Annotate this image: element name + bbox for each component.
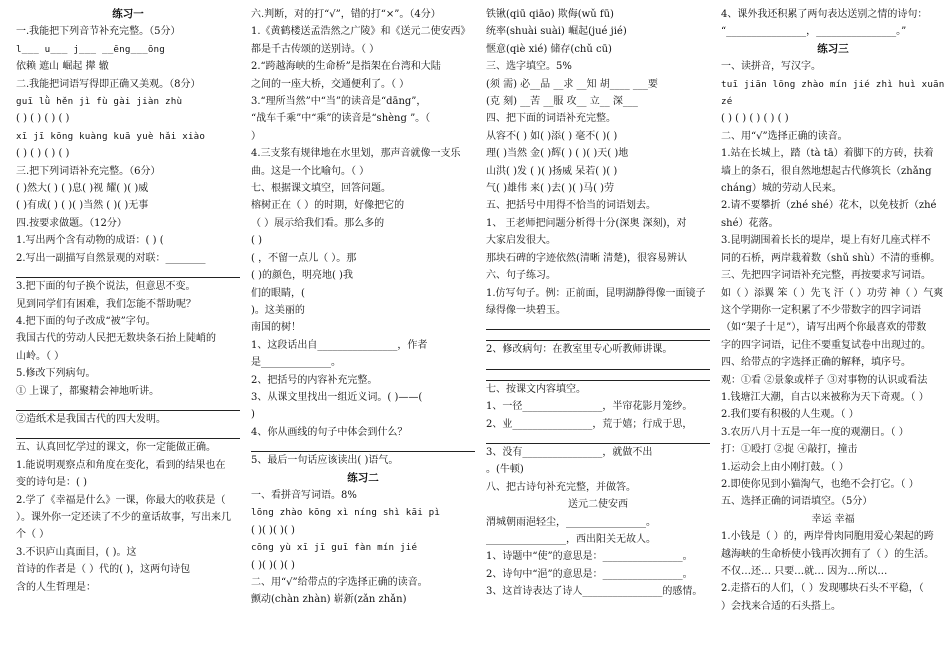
col2-line: cōng yù xī jī guī fàn mín jié [251,542,418,554]
col1-line: 2.写出一副描写自然景观的对联：________ [16,252,206,264]
col3-line: 绿得像一块碧玉。 [486,304,566,316]
col2-line: 3.“理所当然”中“当”的读音是“dāng”， [251,96,427,108]
col4-line: 幸运 幸福 [811,513,855,525]
col2-line: ( )( )( )( ) [251,559,295,571]
col1-line: 3.不识庐山真面目，( )。这 [16,546,137,558]
col1-line: xī jī kōng kuàng kuā yuè hǎi xiào [16,130,206,142]
col2-line: 都是千古传颂的送别诗。（ ） [251,43,380,55]
answer-line [16,428,240,439]
col2-line: 4.三支浆有规律地在水里划，那声音就像一支乐 [251,148,461,160]
answer-line [486,359,710,370]
col3-line: ________________，西出阳关无故人。 [486,533,656,545]
col2-line: 1.《黄鹤楼送孟浩然之广陵》和《送元二使安西》 [251,26,471,38]
col2-line: 榕树正在（ ）的时期，好像把它的 [251,200,405,212]
col2-line: )。这美丽的 [251,304,305,316]
col2-line: 二、用“√”给带点的字选择正确的读音。 [251,577,428,588]
col3-line: 1、诗题中“使”的意思是：________________。 [486,551,693,563]
col3-line: 送元二使安西 [568,499,628,511]
col3-line: 山洪( )发 ( )( )扬威 呆若( )( ) [486,165,618,177]
col4-line: 墙上的条石，很自然地想起古代修筑长（zhǎng [721,165,932,177]
col1-line: 个（ ） [16,529,50,541]
col1-line: 二.我能把词语写得即正确又美观。（8分） [16,78,201,90]
col3-line: 八、把古诗句补充完整，并做答。 [486,481,636,493]
col1-line: 1.写出两个含有动物的成语：( ) ( [16,235,164,247]
col3-line: 三、选字填空。5% [486,61,572,73]
col3-line: 3、没有________________，就做不出 [486,446,653,458]
col1-line: 山岭。（ ） [16,350,65,362]
section-title: 练习一 [112,8,144,20]
col2-line: 4、你从画线的句子中体会到什么？ [251,426,408,438]
col1-line: ( ) ( ) ( ) ( ) [16,113,70,125]
col2-line: 2.“跨越海峡的生命桥”是指架在台湾和大陆 [251,61,441,73]
col4-line: “________________，________________。” [721,26,907,38]
col4-line: 这个学期你一定积累了不少带数字的四字词语 [721,304,921,316]
col3-line: 统率(shuài suài) 崛起(jué jié) [486,26,627,38]
col3-line: 2、诗句中“浥”的意思是：________________。 [486,568,693,580]
col4-line: ( ) ( ) ( ) ( ) ( ) [721,113,789,125]
col2-line: “战车千乘”中“乘”的读音是“shèng ”。（ [251,113,431,125]
col3-line: 六、句子练习。 [486,270,556,282]
col1-line: 依赖 遮山 崛起 撵 辙 [16,61,109,73]
col4-line: cháng）城的劳动人民来。 [721,183,842,195]
col2-line: 南国的树！ [251,322,301,334]
col1-line: l___ u___ j___ __ēng___ōng [16,43,166,55]
col1-line: 首诗的作者是（ ）代的( )，这两句诗包 [16,564,191,576]
col4-line: 一、读拼音，写汉字。 [721,61,821,73]
col1-line: 2.学了《幸福是什么》一课，你最大的收获是（ [16,494,226,506]
col4-line: 4、课外我还积累了两句表达送别之情的诗句： [721,9,928,20]
answer-line [486,319,710,330]
col1-line: 见到同学们有困难，我们怎能不帮助呢？ [16,298,196,310]
col3-line: 七、按课文内容填空。 [486,383,586,395]
answer-line [486,370,710,381]
col3-line: (须 需) 必__品 __求 __知 胡____ ___要 [486,78,658,90]
col4-line: 同的石桥，两岸栽着数（shǔ shù）不清的垂柳。 [721,252,941,264]
column-1 [16,6,240,596]
col4-line: 1.站在长城上，踏（tà tā）着脚下的方砖，扶着 [721,148,934,160]
col2-line: 是______________。 [251,357,341,369]
col1-line: ）。课外你一定还读了不少的童话故事，写出来几 [16,511,231,523]
col1-line: 一.我能把下列音节补充完整。（5分） [16,26,181,38]
col1-line: 4.把下面的句子改成“被”字句。 [16,315,156,327]
col1-line: 四.按要求做题。（12分） [16,217,127,229]
col3-line: 惬意(qiè xié) 储存(chǔ cū) [486,43,612,55]
col1-line: 三.把下列词语补充完整。（6分） [16,165,161,177]
col1-line: ① 上课了，都聚精会神地听讲。 [16,385,160,397]
col1-line: 五、认真回忆学过的课文，你一定能做正确。 [16,442,216,454]
col1-line: ( )有成( ) ( )( )当然 ( )( )无事 [16,200,149,212]
col2-line: ( ) [251,235,262,247]
col3-line: 3、这首诗表达了诗人________________的感情。 [486,586,703,598]
col2-line: ( )( )( )( ) [251,524,295,536]
col1-line: ( ) ( ) ( ) ( ) [16,148,70,160]
col4-line: 字的四字词语，记住不要重复试卷中出现过的。 [721,339,931,351]
col3-line: (克 刻) __苦 __服 攻__ 立__ 深___ [486,96,638,108]
col2-line: 七、根据课文填空，回答问题。 [251,183,391,195]
col4-line: 2.我们要有积极的人生观。（ ） [721,409,859,421]
col3-line: 1、一径________________，半帘花影月笼纱。 [486,401,693,413]
col2-line: 1、这段话出自________________，作者 [251,339,428,351]
col4-line: 不仅…还… 只要…就… 因为…所以… [721,566,888,577]
col1-line: ②造纸术是我国古代的四大发明。 [16,413,166,425]
col1-line: 3.把下面的句子换个说法，但意思不变。 [16,281,196,293]
col4-line: 1.钱塘江大潮，自古以来被称为天下奇观。（ ） [721,391,929,403]
col4-line: 3.昆明湖围着长长的堤岸，堤上有好几座式样不 [721,235,931,247]
col4-line: shé）花落。 [721,217,779,229]
col2-line: （ ）展示给我们看。那么多的 [251,217,385,229]
col3-line: 铁锹(qiū qiāo) 欺侮(wǔ fū) [486,9,614,20]
col3-line: 大家启发很大。 [486,235,556,247]
answer-line [251,441,475,452]
col3-line: 2、业________________，荒于嬉；行成于思， [486,418,693,430]
col4-line: 1.运动会上由小刚打鼓。（ ） [721,461,849,473]
answer-line [16,267,240,278]
col2-line: 六.判断，对的打“√”，错的打“×”。（4分） [251,9,441,20]
col3-line: 从容不( ) 如( )添( ) 毫不( )( ) [486,130,618,142]
column-3 [486,6,710,601]
col2-line: ） [251,130,261,142]
col2-line: 颤动(chàn zhàn) 崭新(zǎn zhǎn) [251,594,407,606]
col4-line: 二、用“√”选择正确的读音。 [721,130,848,142]
column-4 [721,6,945,615]
col4-line: 三、先把四字词语补充完整，再按要求写词语。 [721,270,931,282]
col2-line: 2、把括号的内容补充完整。 [251,374,378,386]
col1-line: 我国古代的劳动人民把无数块条石抬上陡峭的 [16,333,216,345]
col3-line: 。(牛顿) [486,464,524,476]
col4-line: 2.走搭石的人们，（ ）发现哪块石头不平稳，（ [721,583,924,595]
col1-line: 含的人生哲理是： [16,581,96,593]
col4-line: 2.即使你见到小猫淘气，也绝不会打它。（ ） [721,478,919,490]
col1-line: 5.修改下列病句。 [16,368,96,380]
col4-line: （如“架子十足”），请写出两个你最喜欢的带数 [721,322,927,334]
col2-line: ( ，不留一点儿（ ）。那 [251,252,357,264]
col3-line: 1.仿写句子。例：正前面，昆明湖静得像一面镜子 [486,287,706,299]
col2-line: ( )的颜色，明亮地( )我 [251,270,353,282]
col4-line: 五、选择正确的词语填空。（5分） [721,496,873,508]
answer-line [16,400,240,411]
col3-line: 2、修改病句：在教室里专心听教师讲课。 [486,344,673,356]
col4-line: 1.小钱是（ ）的，两岸骨肉同胞用爱心架起的跨 [721,531,934,543]
col4-line: 越海峡的生命桥使小钱再次拥有了（ ）的生活。 [721,548,935,560]
col2-line: 曲。这是一个比喻句。（ ） [251,165,370,177]
col3-line: 四、把下面的词语补充完整。 [486,113,616,125]
col3-line: 理( )当然 金( )辉( ) ( )( )天( )地 [486,148,629,160]
col2-line: lōng zhào kōng xì níng shì kāi pì [251,507,441,519]
col4-line: 如（ ）添翼 笨（ ）先飞 汗（ ）功劳 神（ ）气爽 [721,287,944,299]
col1-line: ( )然大( ) ( )息( )视 耀( )( )威 [16,183,149,195]
answer-line [486,433,710,444]
col1-line: 变的诗句是：( ) [16,477,87,489]
col2-line: 3、从课文里找出一组近义词。( )——( [251,391,423,403]
col2-line: 之间的一座大桥，交通便利了。（ ） [251,78,410,90]
answer-line [486,330,710,341]
col1-line: guī lǜ hěn jì fù gài jiàn zhù [16,96,183,108]
col4-line: tuī jiān lōng zhào mín jié zhì huì xuān [721,78,945,90]
col4-line: 打：①殴打 ②捉 ④敲打，撞击 [721,444,858,456]
col4-line: zé [721,96,733,108]
column-2 [251,6,475,609]
col2-line: 一、看拼音写词语。8% [251,489,357,501]
col3-line: 1、 王老师把问题分析得十分(深奥 深刻)，对 [486,217,687,229]
col2-line: ) [251,409,255,421]
col3-line: 五、把括号中用得不恰当的词语划去。 [486,200,656,212]
col3-line: 气( )雄伟 来( )去( )( )马( )劳 [486,183,615,195]
col4-line: 2.请不要攀折（zhé shé）花木，以免枝折（zhé [721,200,937,212]
col4-line: 观：①看 ②景象或样子 ③对事物的认识或看法 [721,374,928,386]
col3-line: 那块石碑的字迹依然(清晰 清楚)，很容易辨认 [486,252,687,264]
section-title: 练习三 [817,42,849,55]
col1-line: 1.能说明观察点和角度在变化，看到的结果也在 [16,459,226,471]
section-title: 练习二 [347,471,379,484]
col4-line: 3.农历八月十五是一年一度的观潮日。（ ） [721,426,909,438]
col2-line: 们的眼睛，( [251,287,305,299]
col4-line: 四、给带点的字选择正确的解释，填序号。 [721,357,911,369]
col2-line: 5、最后一句话应该读出( )语气。 [251,455,399,467]
col3-line: 渭城朝雨浥轻尘，________________。 [486,516,656,528]
col4-line: ）会找来合适的石头搭上。 [721,600,841,612]
